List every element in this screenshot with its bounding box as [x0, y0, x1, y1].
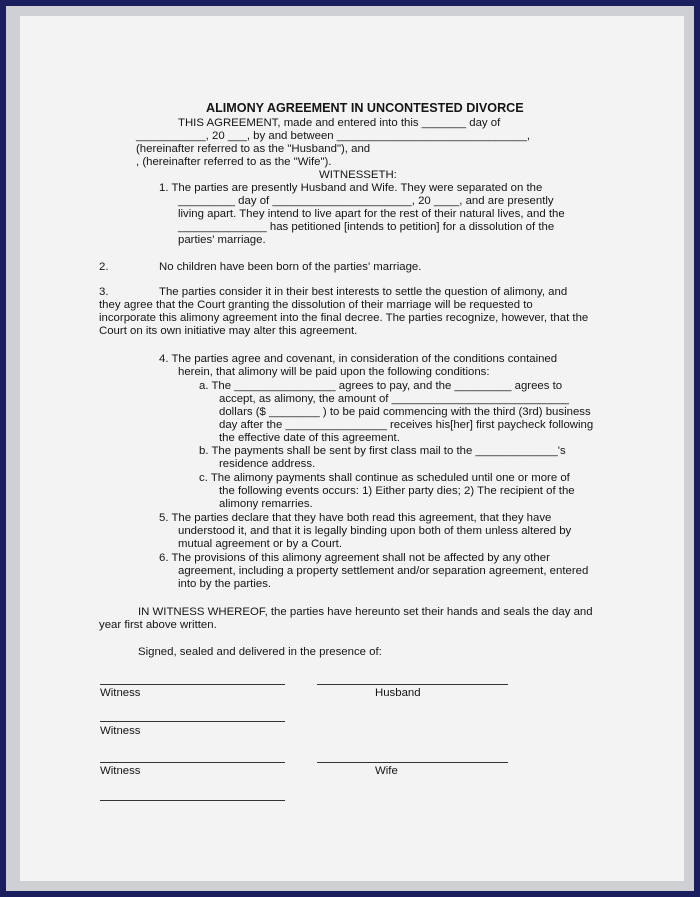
- paragraph-6-line: into by the parties.: [178, 578, 272, 590]
- witness-1-label: Witness: [100, 687, 141, 699]
- paragraph-4a-line: dollars ($ ________ ) to be paid commencing with the third (3rd) business: [219, 406, 591, 418]
- husband-label: Husband: [375, 687, 421, 699]
- witness-1-signature-line: [100, 684, 285, 685]
- paragraph-4c-line: alimony remarries.: [219, 498, 313, 510]
- witness-3-label: Witness: [100, 765, 141, 777]
- closing-line: year first above written.: [99, 619, 217, 631]
- paragraph-5-line: mutual agreement or by a Court.: [178, 538, 342, 550]
- paragraph-4c-line: the following events occurs: 1) Either party dies; 2) The recipient of the: [219, 485, 575, 497]
- closing-line: IN WITNESS WHEREOF, the parties have hereunto set their hands and seals the day and: [138, 606, 593, 618]
- paragraph-5-line: understood it, and that it is legally binding upon both of them unless altered by: [178, 525, 572, 537]
- paragraph-1-line: ______________ has petitioned [intends to petition] for a dissolution of the: [178, 221, 555, 233]
- paragraph-3-line: they agree that the Court granting the dissolution of their marriage will be requested to: [99, 299, 533, 311]
- paragraph-1-line: living apart. They intend to live apart for the rest of their natural lives, and the: [178, 208, 565, 220]
- paragraph-4a-line: a. The ________________ agrees to pay, and the _________ agrees to: [199, 380, 563, 392]
- extra-signature-line: [100, 800, 285, 801]
- wife-label: Wife: [375, 765, 398, 777]
- paragraph-3-line: incorporate this alimony agreement into the final decree. The parties recognize, however, that the: [99, 312, 589, 324]
- intro-line: ___________, 20 ___, by and between ______________________________,: [136, 130, 530, 142]
- husband-signature-line: [317, 684, 508, 685]
- paragraph-4b-line: b. The payments shall be sent by first class mail to the _____________'s: [199, 445, 566, 457]
- paragraph-4c-line: c. The alimony payments shall continue as scheduled until one or more of: [199, 472, 570, 484]
- paragraph-6-line: agreement, including a property settlement and/or separation agreement, entered: [178, 565, 589, 577]
- paragraph-2-text: No children have been born of the parties' marriage.: [159, 261, 422, 273]
- paragraph-4-line: herein, that alimony will be paid upon the following conditions:: [178, 366, 490, 378]
- paragraph-4-line: 4. The parties agree and covenant, in consideration of the conditions contained: [159, 353, 558, 365]
- witnesseth-heading: WITNESSETH:: [319, 169, 397, 181]
- paragraph-4a-line: day after the ________________ receives his[her] first paycheck following: [219, 419, 594, 431]
- wife-signature-line: [317, 762, 508, 763]
- paragraph-6-line: 6. The provisions of this alimony agreement shall not be affected by any other: [159, 552, 550, 564]
- paragraph-5-line: 5. The parties declare that they have both read this agreement, that they have: [159, 512, 552, 524]
- document-page: [20, 16, 684, 881]
- witness-2-signature-line: [100, 721, 285, 722]
- paragraph-1-line: parties' marriage.: [178, 234, 266, 246]
- paragraph-4b-line: residence address.: [219, 458, 316, 470]
- intro-line: THIS AGREEMENT, made and entered into this _______ day of: [178, 117, 501, 129]
- paragraph-1-line: _________ day of ______________________, 20 ____, and are presently: [178, 195, 554, 207]
- paragraph-3-line: The parties consider it in their best interests to settle the question of alimony, and: [159, 286, 568, 298]
- witness-2-label: Witness: [100, 725, 141, 737]
- document-title: ALIMONY AGREEMENT IN UNCONTESTED DIVORCE: [206, 101, 524, 115]
- intro-line: , (hereinafter referred to as the "Wife").: [136, 156, 332, 168]
- witness-3-signature-line: [100, 762, 285, 763]
- paragraph-2-number: 2.: [99, 261, 109, 273]
- paragraph-3-number: 3.: [99, 286, 109, 298]
- signed-statement: Signed, sealed and delivered in the presence of:: [138, 646, 382, 658]
- paragraph-3-line: Court on its own initiative may alter this agreement.: [99, 325, 358, 337]
- intro-line: (hereinafter referred to as the "Husband"), and: [136, 143, 371, 155]
- document-frame: [6, 6, 694, 891]
- paragraph-1-line: 1. The parties are presently Husband and Wife. They were separated on the: [159, 182, 543, 194]
- paragraph-4a-line: the effective date of this agreement.: [219, 432, 400, 444]
- paragraph-4a-line: accept, as alimony, the amount of ____________________________: [219, 393, 570, 405]
